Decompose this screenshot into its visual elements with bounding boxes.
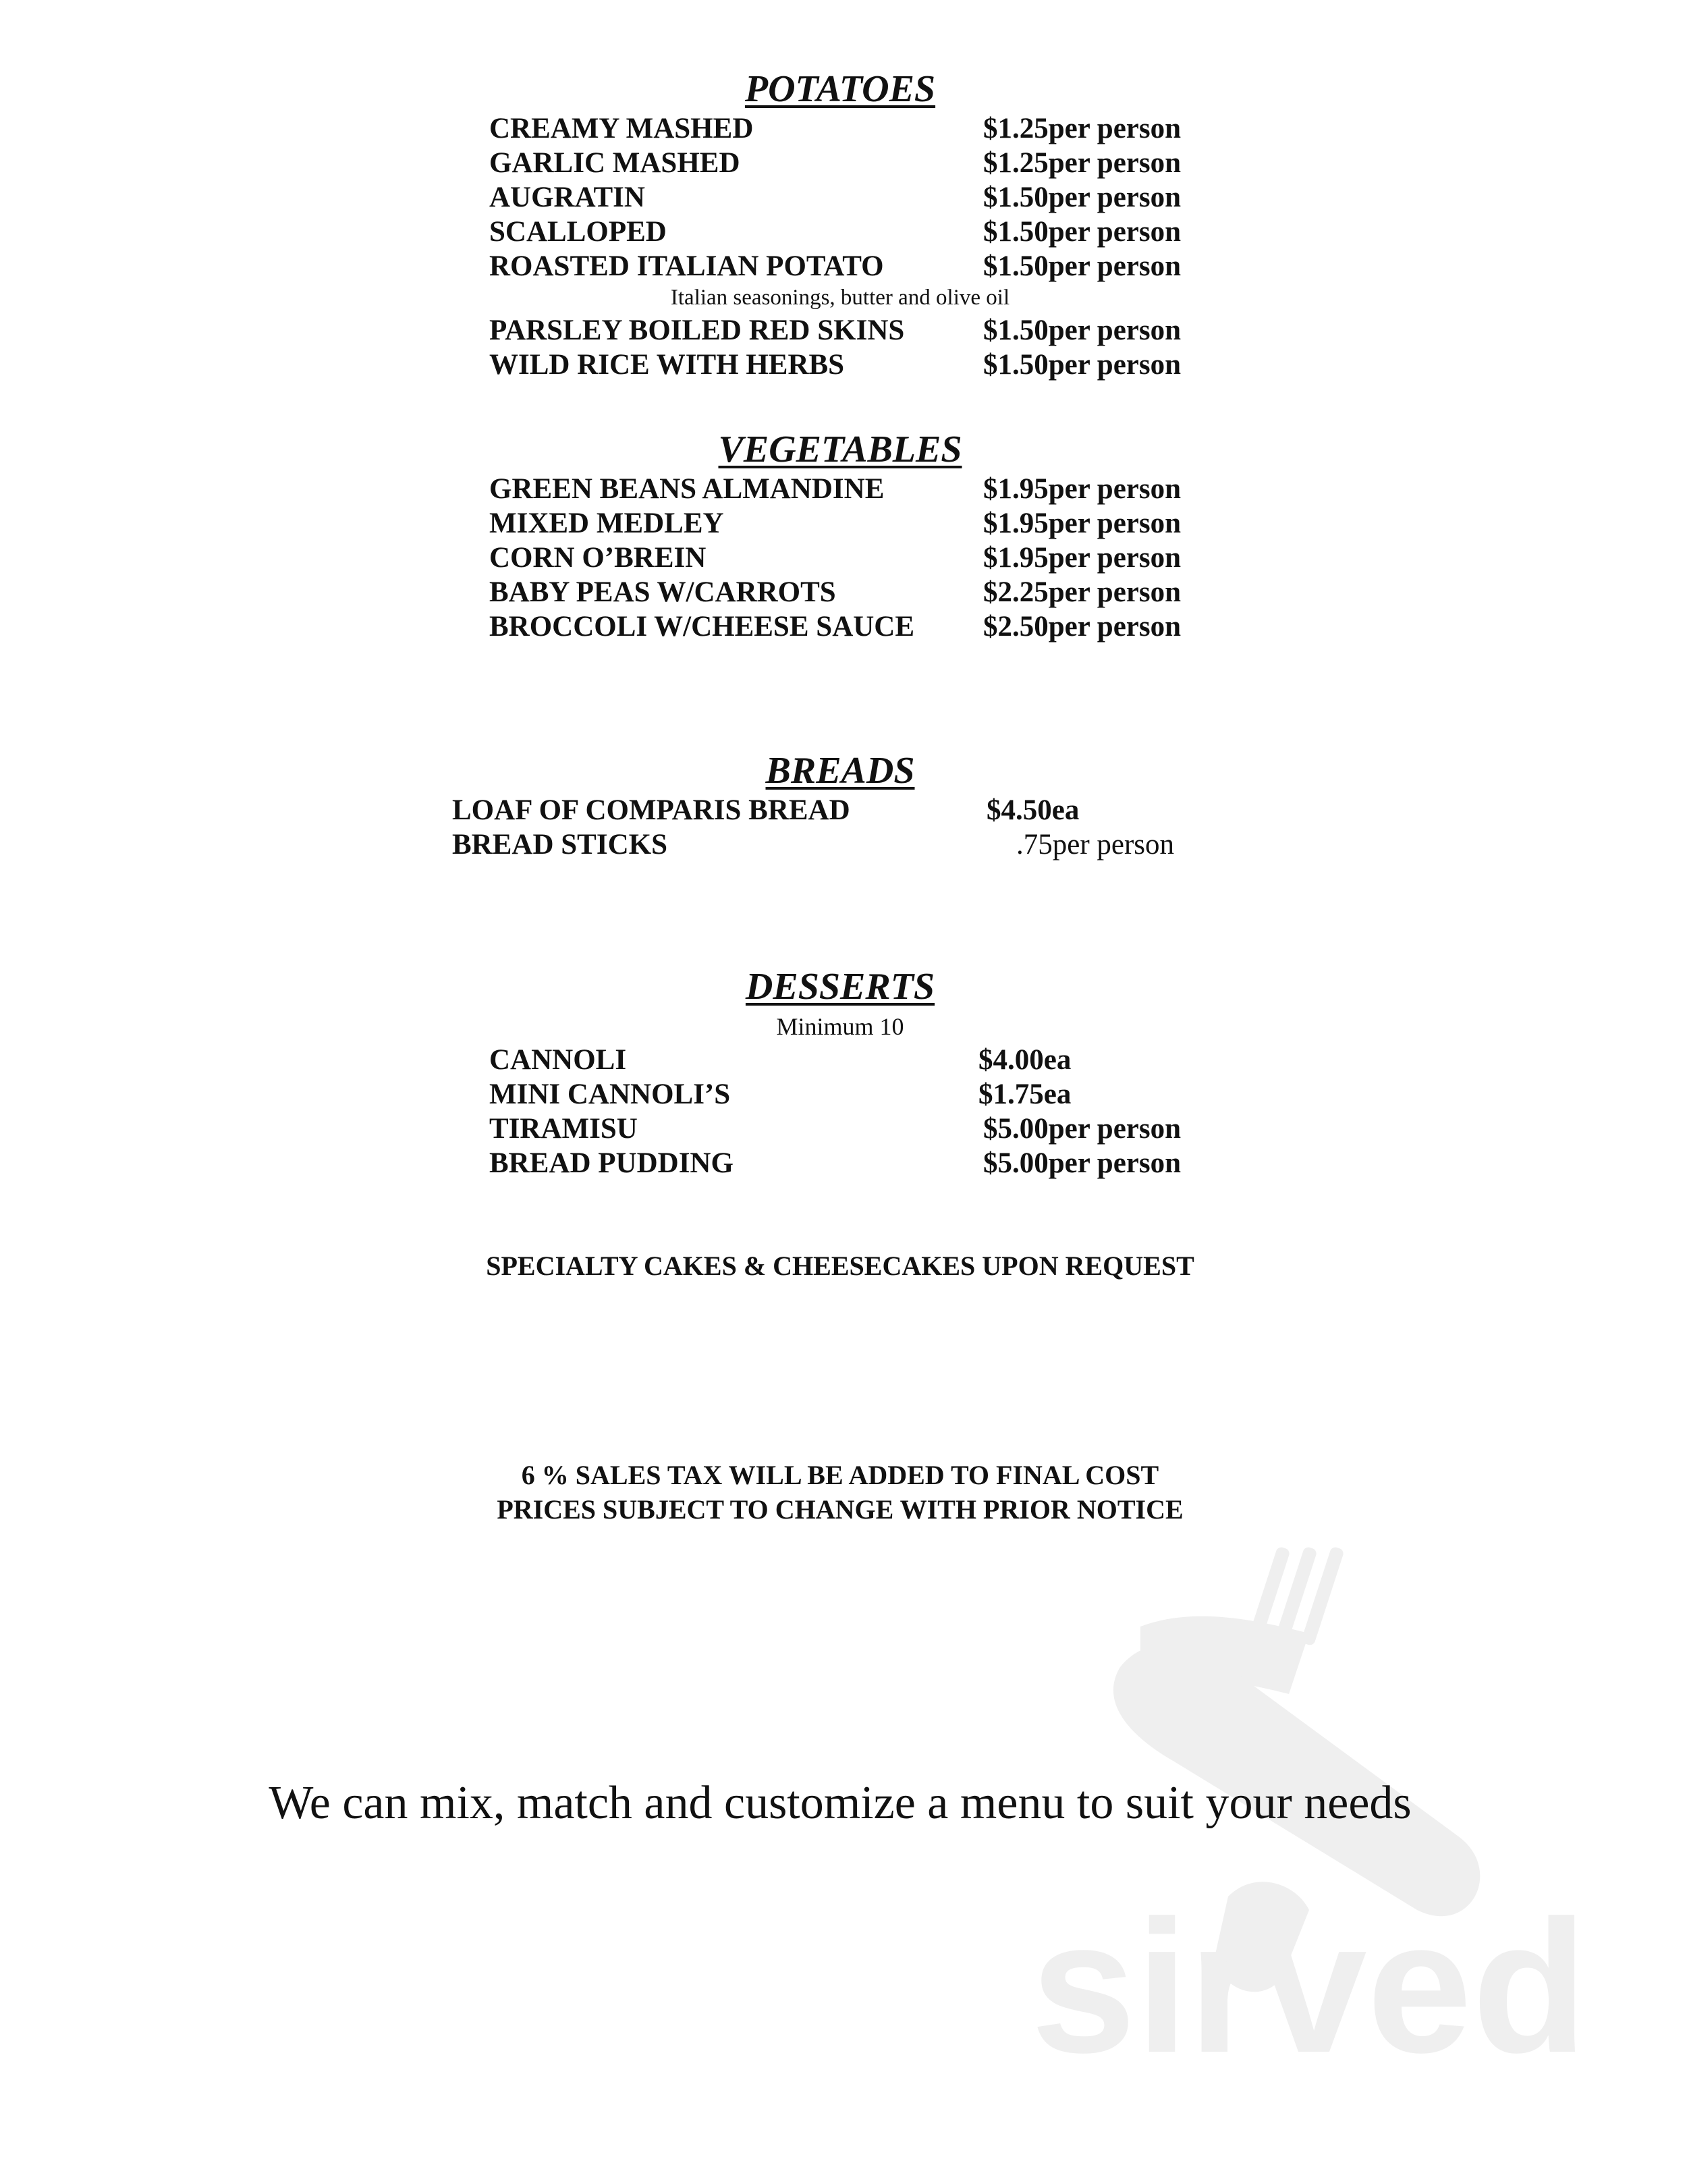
menu-item-name: PARSLEY BOILED RED SKINS [489,315,905,346]
menu-item-name: BABY PEAS W/CARROTS [489,576,836,608]
menu-item-name: BREAD PUDDING [489,1147,734,1179]
customize-tagline: We can mix, match and customize a menu to suit your needs [269,1777,1412,1829]
menu-item-price: $1.50per person [983,216,1182,248]
menu-item-name: LOAF OF COMPARIS BREAD [452,794,850,826]
menu-item-price: $1.25per person [983,147,1182,179]
menu-item-name: BROCCOLI W/CHEESE SAUCE [489,611,915,643]
breads-heading: BREADS [765,750,915,792]
roasted-potato-note: Italian seasonings, butter and olive oil [670,285,1010,310]
sales-tax-note: 6 % SALES TAX WILL BE ADDED TO FINAL COST [521,1460,1159,1490]
menu-item-price: $5.00per person [983,1113,1182,1145]
menu-item-name: MINI CANNOLI’S [489,1079,731,1110]
menu-item-price: $4.50ea [987,794,1080,826]
sirved-watermark-text: sirved [1030,1882,1588,2072]
menu-item-name: CANNOLI [489,1044,627,1076]
menu-item-price: .75per person [1016,829,1175,861]
menu-item-price: $1.95per person [983,473,1182,505]
potatoes-heading: POTATOES [744,68,936,110]
menu-item-name: AUGRATIN [489,182,645,213]
menu-item-price: $1.50per person [983,349,1182,381]
menu-item-name: CORN O’BREIN [489,542,707,574]
specialty-cakes-note: SPECIALTY CAKES & CHEESECAKES UPON REQUEST [486,1251,1194,1281]
menu-item-name: ROASTED ITALIAN POTATO [489,250,884,282]
menu-item-name: MIXED MEDLEY [489,508,724,539]
menu-item-price: $1.95per person [983,542,1182,574]
menu-item-price: $1.95per person [983,508,1182,539]
menu-item-name: WILD RICE WITH HERBS [489,349,845,381]
price-change-note: PRICES SUBJECT TO CHANGE WITH PRIOR NOTICE [497,1494,1184,1525]
menu-item-name: GREEN BEANS ALMANDINE [489,473,885,505]
desserts-minimum-note: Minimum 10 [776,1013,904,1040]
menu-item-price: $1.75ea [978,1079,1072,1110]
menu-item-price: $2.25per person [983,576,1182,608]
menu-item-name: BREAD STICKS [452,829,668,861]
menu-item-price: $2.50per person [983,611,1182,643]
menu-item-name: SCALLOPED [489,216,667,248]
menu-item-price: $1.50per person [983,182,1182,213]
menu-item-price: $1.50per person [983,315,1182,346]
menu-item-price: $1.50per person [983,250,1182,282]
menu-item-price: $1.25per person [983,113,1182,144]
menu-item-name: CREAMY MASHED [489,113,754,144]
menu-item-name: TIRAMISU [489,1113,638,1145]
menu-item-price: $4.00ea [978,1044,1072,1076]
menu-item-name: GARLIC MASHED [489,147,740,179]
menu-item-price: $5.00per person [983,1147,1182,1179]
vegetables-heading: VEGETABLES [718,429,962,470]
desserts-heading: DESSERTS [745,966,935,1008]
